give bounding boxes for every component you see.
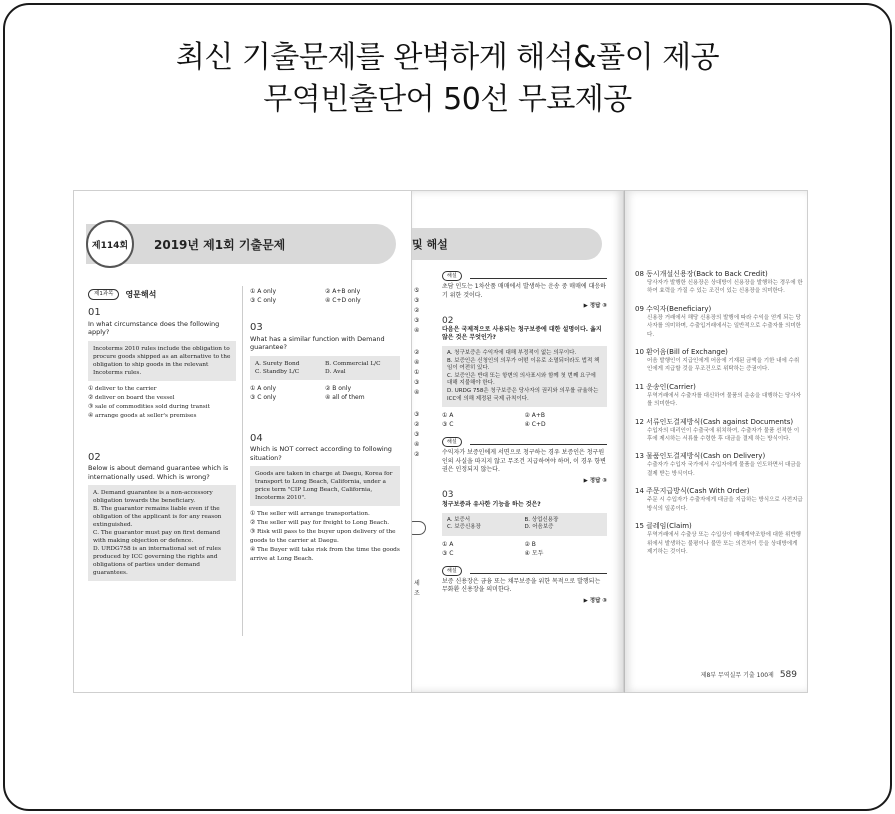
question-number: 01 [88, 307, 101, 318]
book-page-right [624, 190, 808, 693]
glossary-term [635, 269, 803, 296]
term-heading: 13 물품인도결제방식(Cash on Delivery) [635, 452, 766, 461]
box-item: C. 보증신용장 [447, 524, 481, 531]
option: ② deliver on board the vessel [88, 394, 175, 401]
glossary-term [635, 382, 803, 409]
question-text: 다음은 국제적으로 사용되는 청구보증에 대한 설명이다. 옳지 않은 것은 무엇인가? [442, 326, 602, 341]
box-item: A. Surety Bond [255, 360, 300, 367]
question-box: Goods are taken in charge at Daegu, Korea for transport to Long Beach, California, under a price term "CIP Long Beach, California, Incoterms 2010". [250, 466, 400, 506]
option: ④ 모두 [524, 549, 544, 557]
question-box [442, 513, 607, 536]
question-number: 02 [442, 315, 454, 326]
box-item: B. Commercial L/C [325, 360, 381, 367]
term-heading: 14 주문지급방식(Cash With Order) [635, 487, 750, 496]
solution-text: 수익자가 보증인에게 서면으로 청구하는 경우 보증인은 청구원인의 사실을 따지지 않고 무조건 지급하여야 하며, 이 경우 항변권은 인정되지 않는다. [442, 449, 606, 474]
glossary-column [635, 269, 803, 564]
option: ③ Risk will pass to the buyer upon delivery of the goods to the carrier at Daegu. [250, 529, 396, 544]
question-box: A. 청구보증은 수익자에 대해 부정적이 없는 의무이다. B. 보증인은 신청인의 의무가 어떤 이유로 소멸되더라도 법적 책임이 여전히 있다. C. 보증인은 반대 또는 항변의 의사표시와 함께 첫 번째 요구에 대해 지불해야 한다. D. URDG 758은 청구보증은 당사자의 권리와 의무를 규율하는 ICC에 의해 제정된 국제 규칙이다. [442, 346, 607, 407]
answer-banner-title: 및 해설 [412, 238, 448, 251]
options-grid [442, 411, 607, 429]
column-divider [242, 286, 243, 636]
page-number: 589 [779, 670, 797, 680]
answer-key: ④ [414, 389, 420, 396]
option: ③ C only [250, 393, 277, 401]
term-heading: 08 동시개설신용장(Back to Back Credit) [635, 270, 768, 278]
options-grid [250, 287, 400, 305]
solution-column [442, 271, 607, 611]
term-body: 주문 시 수입자가 수출자에게 대금을 지급하는 방식으로 사전지급방식의 일종이다. [647, 497, 803, 512]
option: ① A only [250, 288, 276, 295]
answer-label: ▶ 정답 ③ [583, 303, 607, 309]
question-text: What has a similar function with Demand guarantee? [250, 334, 385, 351]
solution-tag: 해설 [442, 271, 462, 281]
answer-key: ③ [414, 379, 420, 386]
term-body: 당사자가 발행한 신용장은 상대방이 신용장을 발행하는 경우에 한하여 효력을 가질 수 있는 조건이 있는 신용장을 의미한다. [647, 280, 803, 295]
exam-number-badge: 제114회 [86, 220, 134, 268]
term-body: 신용장 거래에서 해당 신용장의 발행에 따라 수익을 얻게 되는 당사자를 의미하며, 수출입거래에서는 일반적으로 수출자를 의미한다. [647, 314, 801, 338]
option: ① A only [250, 384, 276, 392]
glossary-term [635, 417, 803, 444]
question-number: 03 [250, 322, 263, 333]
glossary-term [635, 451, 803, 478]
option: ④ The Buyer will take risk from the time the goods arrive at Long Beach. [250, 547, 400, 562]
option: ④ arrange goods at seller's premises [88, 412, 197, 419]
option: ② The seller will pay for freight to Long Beach. [250, 520, 390, 526]
side-text [414, 579, 420, 599]
term-heading: 10 환어음(Bill of Exchange) [635, 348, 728, 357]
headline [5, 37, 890, 121]
option: ② B only [325, 384, 352, 392]
term-heading: 09 수익자(Beneficiary) [635, 304, 712, 313]
solution-text: 보증 신용장은 금융 또는 채무보증을 위한 목적으로 발행되는 무화환 신용장을 의미한다. [442, 577, 601, 594]
option: ③ C only [250, 297, 277, 304]
answer-key: ① [414, 369, 420, 376]
answer-key: ③ [414, 297, 420, 304]
subject-tag [88, 289, 236, 300]
option: ② B [524, 540, 536, 548]
solution-tag: 해설 [442, 437, 462, 447]
answer-key: ③ [414, 431, 420, 438]
answer-key: ② [414, 451, 420, 458]
option: ④ all of them [325, 393, 365, 401]
answer-key: ④ [414, 327, 420, 334]
glossary-term [635, 486, 803, 513]
chapter-banner [86, 224, 396, 264]
option: ① The seller will arrange transportation. [250, 511, 370, 517]
option: ① A [442, 540, 454, 548]
box-item: C. Standby L/C [255, 368, 300, 375]
option: ③ C [442, 421, 454, 429]
answer-key: ② [414, 421, 420, 428]
promo-card [3, 3, 892, 811]
right-column [250, 287, 400, 564]
option: ② A+B [524, 412, 546, 420]
glossary-term [635, 347, 803, 374]
side-char: 세 [414, 580, 420, 587]
answer-key: ③ [414, 411, 420, 418]
page-footer [701, 670, 797, 680]
question-text: 청구보증과 유사한 기능을 하는 것은? [442, 500, 541, 508]
option: ③ C [442, 549, 454, 557]
answer-key: ④ [414, 441, 420, 448]
chapter-title: 2019년 제1회 기출문제 [154, 238, 286, 252]
answer-label: ▶ 정답 ③ [583, 477, 607, 484]
answer-banner [411, 228, 602, 260]
question-text: In what circumstance does the following apply? [88, 319, 220, 336]
glossary-term [635, 521, 803, 556]
subject-pill: 제1과목 [88, 289, 119, 300]
solution-tag: 해설 [442, 566, 462, 576]
subject-label: 영문해석 [125, 289, 157, 299]
side-char: 조 [414, 590, 420, 597]
term-heading: 11 운송인(Carrier) [635, 382, 696, 391]
box-item: B. 상업신용장 [524, 516, 559, 523]
answer-key: ③ [414, 317, 420, 324]
term-body: 어음 발행인이 지급인에게 어음에 기재된 금액을 기한 내에 수취인에게 지급할 것을 무조건으로 위탁하는 증권이다. [647, 358, 800, 373]
question-text: Which is NOT correct according to following situation? [250, 445, 392, 462]
answer-key-column [414, 286, 419, 460]
answer-label: ▶ 정답 ③ [583, 597, 607, 604]
options-grid [250, 384, 400, 402]
term-body: 수입자의 대리인이 수출국에 위치하여, 수출자가 물품 선적한 이후에 제시하는 서류를 수령한 후 대금을 결제 하는 방식이다. [647, 427, 800, 443]
box-item: D. 어음보증 [524, 524, 554, 531]
question-box: A. Demand guarantee is a non-accessory obligation towards the beneficiary. B. The guarantor remains liable even if the obligation of the applicant is for any reason extinguished. C. The guarantor must pay on first demand with making objection or defence. D. URDG758 is an international set of rules produced by ICC governing the rights and obligations of parties under demand guarantees. [88, 485, 236, 581]
option: ① deliver to the carrier [88, 385, 157, 392]
option: ④ C+D [524, 421, 546, 429]
question-box [250, 356, 400, 380]
box-item: D. Aval [325, 368, 346, 375]
term-body: 무역거래에서 수출자를 대신하여 물품의 운송을 대행하는 당사자를 의미한다. [647, 392, 801, 408]
term-body: 무역거래에서 수출상 또는 수입상이 매매계약조항에 대한 위반행위에서 발생하는 불평이나 불만 또는 의견차이 등을 상대방에게 제기하는 것이다. [647, 532, 801, 555]
term-heading: 12 서류인도결제방식(Cash against Documents) [635, 417, 794, 426]
answer-key: ④ [414, 359, 420, 366]
answer-key: ② [414, 307, 420, 314]
book-spread-image [73, 190, 808, 693]
headline-line-1: 최신 기출문제를 완벽하게 해석&풀이 제공 [175, 40, 720, 75]
option: ③ sale of commodities sold during transit [88, 403, 210, 410]
option: ④ C+D only [325, 297, 361, 304]
option: ① A [442, 412, 454, 420]
question-text: Below is about demand guarantee which is internationally used. Which is wrong? [88, 464, 229, 481]
book-page-left [73, 190, 411, 693]
side-tab [411, 521, 426, 535]
options-grid [442, 540, 607, 558]
answer-key: ② [414, 349, 420, 356]
book-page-middle [411, 190, 624, 693]
option: ② A+B only [325, 288, 361, 295]
term-body: 수출자가 수입자 국가에서 수입자에게 물품을 인도하면서 대금을 결제 받는 방식이다. [647, 462, 801, 477]
question-number: 02 [88, 451, 101, 463]
solution-text: 초담 인도는 1차산품 매매에서 발생하는 운송 중 매매에 대응하기 위한 것이다. [442, 283, 606, 299]
term-heading: 15 클레임(Claim) [635, 522, 692, 531]
question-box: Incoterms 2010 rules include the obligation to procure goods shipped as an alternative to the obligation to ship goods in the relevant Incoterms rules. [88, 341, 236, 381]
question-number: 04 [250, 432, 263, 444]
footer-label: 제8부 무역실무 기출 100제 [700, 672, 774, 679]
box-item: A. 보증서 [447, 516, 471, 523]
glossary-term [635, 304, 803, 339]
headline-line-2: 무역빈출단어 50선 무료제공 [263, 82, 632, 117]
answer-key: ⑤ [414, 287, 420, 294]
left-column [88, 289, 236, 585]
question-number: 03 [442, 490, 454, 501]
